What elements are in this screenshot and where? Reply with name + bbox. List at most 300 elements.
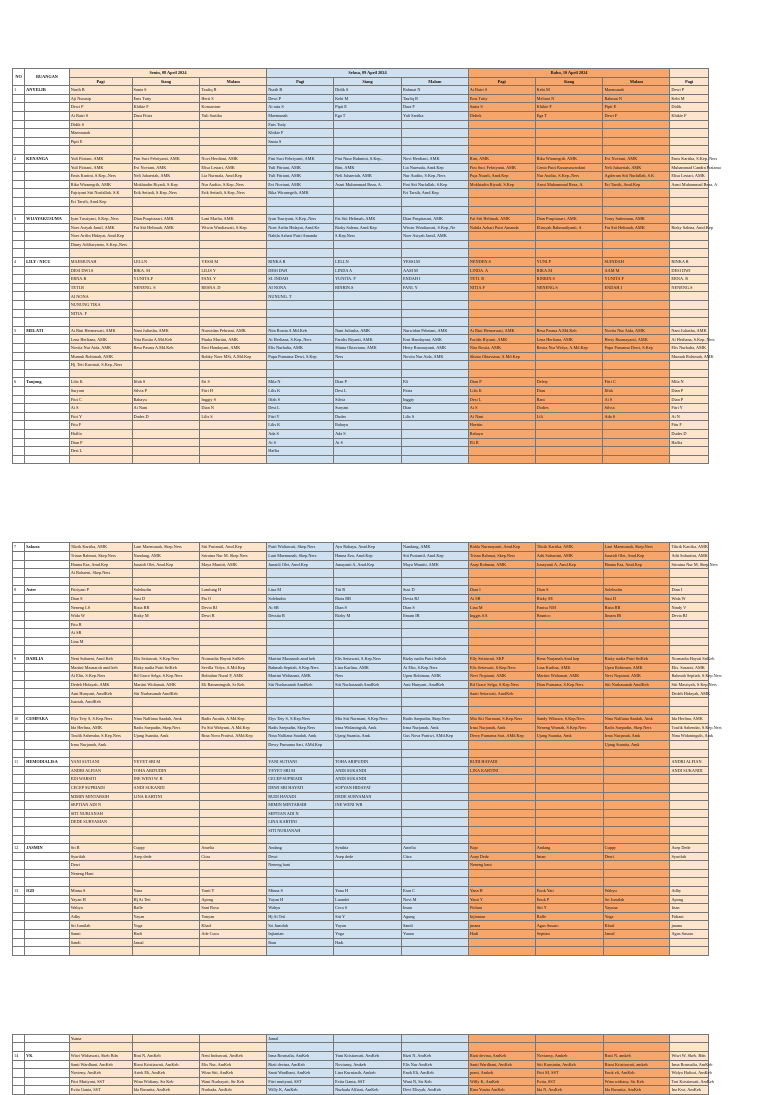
staff-cell: Yuli Fitriani, AMK [267,163,334,172]
staff-cell [401,947,468,956]
staff-cell: Dian Puspitasari, AMK [132,215,200,224]
staff-cell [200,758,267,767]
staff-cell: ANDI SUKANDI [334,775,402,784]
staff-cell: Normadia Hayati SrtKeb [200,655,267,664]
staff-cell: Martini Masnaroh amd keb [69,663,132,672]
staff-cell [401,629,468,638]
room-name: VK [25,1052,70,1061]
staff-cell: Enok eli, AmKeb [603,1069,670,1078]
room-name [25,335,70,344]
staff-cell: Yuana [401,930,468,939]
staff-cell: Dewi R [200,612,267,621]
staff-cell: Pupu Purnama Dewi, S.Kep [603,344,670,353]
staff-cell [200,232,267,241]
room-name [25,163,70,172]
staff-cell [670,938,709,947]
staff-cell [535,429,603,438]
staff-cell: Maemunah [69,129,132,138]
staff-cell: Cuppy [603,844,670,853]
room-number: 12 [13,844,25,853]
roster-row [13,663,709,672]
staff-cell [603,240,670,249]
staff-cell: Andang [535,844,603,853]
staff-cell: Ai Rini Hermawati, AMK [69,326,132,335]
staff-cell: Fitri Y [69,412,132,421]
staff-cell: Yana [132,887,200,896]
staff-cell: Ai SR [267,603,334,612]
staff-cell [401,137,468,146]
staff-cell: Rani [535,395,603,404]
room-number [13,783,25,792]
room-number [13,809,25,818]
staff-cell: Komarsiun [200,103,267,112]
staff-cell [267,1043,334,1052]
staff-cell [334,698,402,707]
staff-cell [535,792,603,801]
staff-cell: LINA KARTINI [132,792,200,801]
room-number: 9 [13,655,25,664]
staff-cell [401,120,468,129]
staff-cell: Nindy V [670,603,709,612]
staff-cell: DEDE SURYAMAN [69,818,132,827]
room-number [13,266,25,275]
room-name [25,395,70,404]
staff-cell: Tari Kristiawati, AmKeb [671,1078,714,1084]
staff-cell: Upen Rohiman, AMK [401,672,468,681]
staff-cell [401,421,468,430]
staff-cell [200,318,267,327]
staff-cell: Rd Grace Selga, S.Kep.Ners [132,672,200,681]
roster-row [13,129,709,138]
staff-cell: Pitaka Murtini, AMK [200,335,267,344]
roster-row [13,438,709,447]
staff-cell [603,447,670,456]
staff-cell: Agung [401,912,468,921]
room-number [13,629,25,638]
roster-row [13,723,709,732]
staff-cell [267,835,334,844]
staff-cell: Lilis K [267,386,334,395]
room-name [25,94,70,103]
staff-cell [670,215,709,224]
staff-cell [401,447,468,456]
staff-cell: Santi Wardhani, AmKeb [468,1060,535,1069]
room-name [25,612,70,621]
staff-cell: Sriratna Nur M, Skep.Ners [200,551,267,560]
room-name [25,197,70,206]
staff-cell [670,792,709,801]
staff-cell: Rizky SE [535,594,603,603]
staff-cell: Yuli Fitriani, AMK [267,172,334,181]
staff-cell: Ujang Suanita, Amk [334,732,402,741]
col-room-header: RUANGAN [25,69,70,86]
staff-cell [132,1043,200,1052]
staff-cell: Desri [603,852,670,861]
staff-cell: Inggiy S [200,395,267,404]
staff-cell: Eri Tarsih, Amd.Kep [603,180,670,189]
room-name [25,103,70,112]
staff-cell: Erik Setiadi, S.Kep.,Ners [200,189,267,198]
staff-cell: Wani Nurhayati, Str Keb [200,1077,267,1086]
roster-row [13,783,709,792]
room-number [13,1086,25,1095]
room-number [13,352,25,361]
roster-row [13,120,709,129]
staff-cell: Noviansy, Amkeb [535,1052,603,1061]
staff-cell [334,826,402,835]
staff-cell: Rini, AMK [334,163,402,172]
staff-cell: Fitria [401,386,468,395]
staff-cell [535,206,603,215]
staff-cell: Citra [401,852,468,861]
staff-cell [69,577,132,586]
shift-header: Siang [535,77,603,86]
staff-cell [69,249,132,258]
staff-cell [401,361,468,370]
roster-row [13,637,709,646]
staff-cell [132,369,200,378]
room-number [13,275,25,284]
staff-cell: Rizky Salena, Amd.Kep [334,223,402,232]
staff-cell: Rina Yunita AmKeb [468,1086,535,1095]
room-name [25,1060,70,1069]
room-name [25,680,70,689]
staff-cell [670,577,709,586]
staff-cell: Didik [670,103,709,112]
staff-cell [603,826,670,835]
staff-cell: Fitri C [69,395,132,404]
staff-cell: Normadia Hayati SrtKeb [671,656,715,662]
room-name [25,447,70,456]
staff-cell [132,429,200,438]
staff-cell: ERNA.R [69,275,132,284]
staff-cell [603,569,670,578]
roster-row [13,335,709,344]
staff-cell [603,369,670,378]
staff-cell: Wiwin Windiawati, S.Kep.,Ne [401,223,468,232]
room-name: Tanjung [25,378,70,387]
staff-cell: Sri Jumilah [603,895,670,904]
roster-row [13,792,709,801]
staff-cell: Lilis K [468,386,535,395]
staff-cell [334,629,402,638]
staff-cell [200,438,267,447]
staff-cell [132,740,200,749]
staff-cell: Devi Elisyah, AmKeb [401,1086,468,1095]
staff-cell: Khaif [200,921,267,930]
room-name: CEMPAKA [25,715,70,724]
staff-cell [535,240,603,249]
room-number [13,335,25,344]
staff-cell: Lani Maemunah, Skep.Ners [267,551,334,560]
room-number [13,869,25,878]
staff-cell: Fini Nuur Rahmini, S.Kep., [334,154,402,163]
staff-cell: Fitu F [69,421,132,430]
staff-cell [200,775,267,784]
staff-cell: Hadi [468,930,535,939]
staff-cell: Dian S [535,586,603,595]
staff-cell: RINRIN.S [334,283,402,292]
room-name [25,361,70,370]
staff-cell: Dian Puspitasari, AMK [535,215,603,224]
staff-cell: Pipit E [334,103,402,112]
staff-cell [132,861,200,870]
staff-cell: Neneng Warnah, S.Kep.Ners [535,723,603,732]
staff-cell: Lilis K [69,378,132,387]
staff-cell [267,249,334,258]
roster-row [13,861,709,870]
staff-cell [401,809,468,818]
staff-cell [200,629,267,638]
staff-cell [670,232,709,241]
room-name [25,438,70,447]
staff-cell: Rahmah Septiah, S.Kep.Ners [267,663,334,672]
staff-cell: Fitriyani P [69,586,132,595]
staff-cell [267,629,334,638]
staff-cell: Neli Juhaeriah, AMK [603,163,670,172]
staff-cell: Nina Nalfiana Saadah, Amk [132,715,200,724]
staff-cell: Tomy Suherman, AMK [603,215,670,224]
room-name [25,706,70,715]
staff-cell: NUNUNG. T [267,292,334,301]
room-name [25,689,70,698]
staff-cell [670,878,709,887]
staff-cell [267,361,334,370]
staff-cell: Ujang Suanita, Amk [132,732,200,741]
staff-cell: Ai Nani [132,404,200,413]
room-number: 10 [13,715,25,724]
roster-row [13,86,709,95]
staff-cell [267,698,334,707]
room-number [13,421,25,430]
staff-cell [401,792,468,801]
room-name [25,189,70,198]
staff-cell: Eti S [200,378,267,387]
room-name [25,921,70,930]
staff-cell: Neneng LS [69,603,132,612]
staff-cell [334,869,402,878]
staff-cell: Ariek Eli, AmKeb [132,1069,200,1078]
staff-cell: TETI.R [69,283,132,292]
room-number: 4 [13,258,25,267]
staff-cell: Yanyan [200,912,267,921]
staff-cell: YUNITA. F [334,275,402,284]
staff-cell [670,1034,709,1043]
room-number [13,249,25,258]
staff-cell: RINKA R [670,258,709,267]
roster-row [13,569,709,578]
staff-cell: Radis Saepudin, Skep.Ners [132,723,200,732]
staff-cell [535,835,603,844]
room-name [25,129,70,138]
staff-cell: Rohky Noer MSi, A.Md.Kep [200,352,267,361]
staff-cell: Shinta Oktaviana, AMK [334,344,402,353]
staff-cell: Ners [334,672,402,681]
staff-cell [670,361,709,370]
room-number [13,698,25,707]
staff-cell: Dinny Adiliaryanto, S.Kep.,Ners [69,240,132,249]
roster-row [13,775,709,784]
staff-cell: Tikrik Kartika, AMK [671,544,708,550]
staff-cell: YESSI M [200,258,267,267]
staff-cell [603,646,670,655]
room-number [13,404,25,413]
staff-cell [267,706,334,715]
staff-cell: DESI DWI.S [69,266,132,275]
staff-cell [401,369,468,378]
room-number [13,663,25,672]
room-number [13,1077,25,1086]
staff-cell: RIKA.M [535,266,603,275]
staff-cell: Minna S [267,887,334,896]
staff-cell [535,938,603,947]
staff-cell [200,706,267,715]
staff-cell: Adit Suhartini, AMK [671,553,708,558]
staff-cell [603,146,670,155]
staff-cell: Adhy [670,887,709,896]
staff-cell: Nur Audito, S.Kep.,Ners [535,172,603,181]
staff-cell: Dian I [468,586,535,595]
room-number [13,835,25,844]
room-name [25,206,70,215]
staff-cell [401,309,468,318]
staff-cell: Lina Kurniasih, Amkeb [334,1069,402,1078]
staff-cell: Irtan [670,904,709,913]
staff-cell: ANDRI ALFIAN [69,766,132,775]
room-name [25,637,70,646]
staff-cell [670,861,709,870]
staff-cell [670,835,709,844]
roster-row [13,146,709,155]
staff-cell: Muhammad Candra Pratama [671,164,721,170]
staff-cell: Fitri M, SST [535,1069,603,1078]
roster-row [13,672,709,681]
staff-cell: Ai S [267,438,334,447]
staff-cell: Fini Suci Febriyanti, AMK [267,154,334,163]
staff-cell: Sania S [267,137,334,146]
roster-row [13,620,709,629]
staff-cell [468,646,535,655]
staff-cell: Jamal [603,930,670,939]
room-name [25,180,70,189]
staff-cell: Hadi [132,930,200,939]
staff-cell [200,240,267,249]
staff-cell: Agus Susaro [670,930,709,939]
staff-cell [200,129,267,138]
staff-cell: Rizky Salena, Amd.Kep [671,224,713,230]
room-number [13,612,25,621]
staff-cell: Nina Widaningsih, Amk [671,733,714,739]
staff-cell: Delety [535,378,603,387]
staff-cell: MAEMUNAH [69,258,132,267]
room-number [13,189,25,198]
staff-cell [132,878,200,887]
staff-cell: Sandi [69,938,132,947]
staff-cell: Rizti N, amkeb [603,1052,670,1061]
staff-cell [401,938,468,947]
staff-cell [468,369,535,378]
staff-cell: Siti Masriyah, S.Kep.Ners [671,681,717,687]
staff-cell: Dewi F [603,111,670,120]
staff-cell: Solehudin [132,586,200,595]
staff-cell [401,301,468,310]
staff-cell [200,861,267,870]
staff-cell [468,206,535,215]
staff-cell [468,240,535,249]
staff-cell: Faridis Riyanti, AMK [468,335,535,344]
staff-cell: MIMIN MINTARSIH [69,792,132,801]
staff-cell [334,129,402,138]
staff-cell: Ai Elin, S.Kep.Ners [401,663,468,672]
room-name [25,930,70,939]
roster-row [13,904,709,913]
room-name [25,947,70,956]
staff-cell [468,447,535,456]
staff-cell: Elis. Susanti, AMK [670,663,709,672]
staff-cell: Neni Suhaeni, Amd Keb [69,655,132,664]
roster-row [13,283,709,292]
staff-cell: Apong [670,895,709,904]
staff-cell: Rizti devina, AmKeb [267,1060,334,1069]
roster-row [13,223,709,232]
room-number [13,603,25,612]
staff-cell: Erik Setiadi, S.Kep.,Ners [132,189,200,198]
roster-row [13,292,709,301]
staff-cell [401,758,468,767]
roster-row [13,1077,709,1086]
staff-cell: SEPTIAN ADI N [267,809,334,818]
room-number [13,146,25,155]
staff-cell [334,878,402,887]
staff-cell [603,206,670,215]
staff-cell: Ami Hunyani, AmdKeb [401,680,468,689]
staff-cell: Dian P [468,378,535,387]
staff-cell [267,637,334,646]
shift-header: Pagi [69,77,132,86]
staff-cell: Desi L [334,386,402,395]
roster-row [13,732,709,741]
staff-cell: Ai S [468,404,535,413]
staff-cell: Evita, SST [535,1077,603,1086]
roster-row [13,852,709,861]
room-number [13,938,25,947]
staff-cell [468,361,535,370]
roster-row [13,835,709,844]
roster-row [13,172,709,181]
staff-cell [132,447,200,456]
room-name [25,421,70,430]
staff-cell: Resa Pasma A.Md.Keb [132,344,200,353]
staff-cell [603,869,670,878]
staff-cell [132,826,200,835]
staff-cell [132,318,200,327]
staff-cell [670,369,709,378]
staff-cell [670,146,709,155]
staff-cell: Rizky nadia Putri SrtKeb [401,655,468,664]
room-number [13,309,25,318]
staff-cell: Devia RJ [670,612,709,621]
shift-header: Malam [200,77,267,86]
staff-cell: Junayanti A, Amd.Kep [535,560,603,569]
staff-cell: Mokhtadin Riyadi, S.Kep [468,180,535,189]
staff-cell: Ai SR [468,594,535,603]
staff-cell [468,947,535,956]
staff-cell: ENDAH.I [603,283,670,292]
room-number [13,680,25,689]
staff-cell: Wahyu [267,904,334,913]
staff-cell [69,706,132,715]
staff-cell: Asmi Muhammad Reza, A. [334,180,402,189]
